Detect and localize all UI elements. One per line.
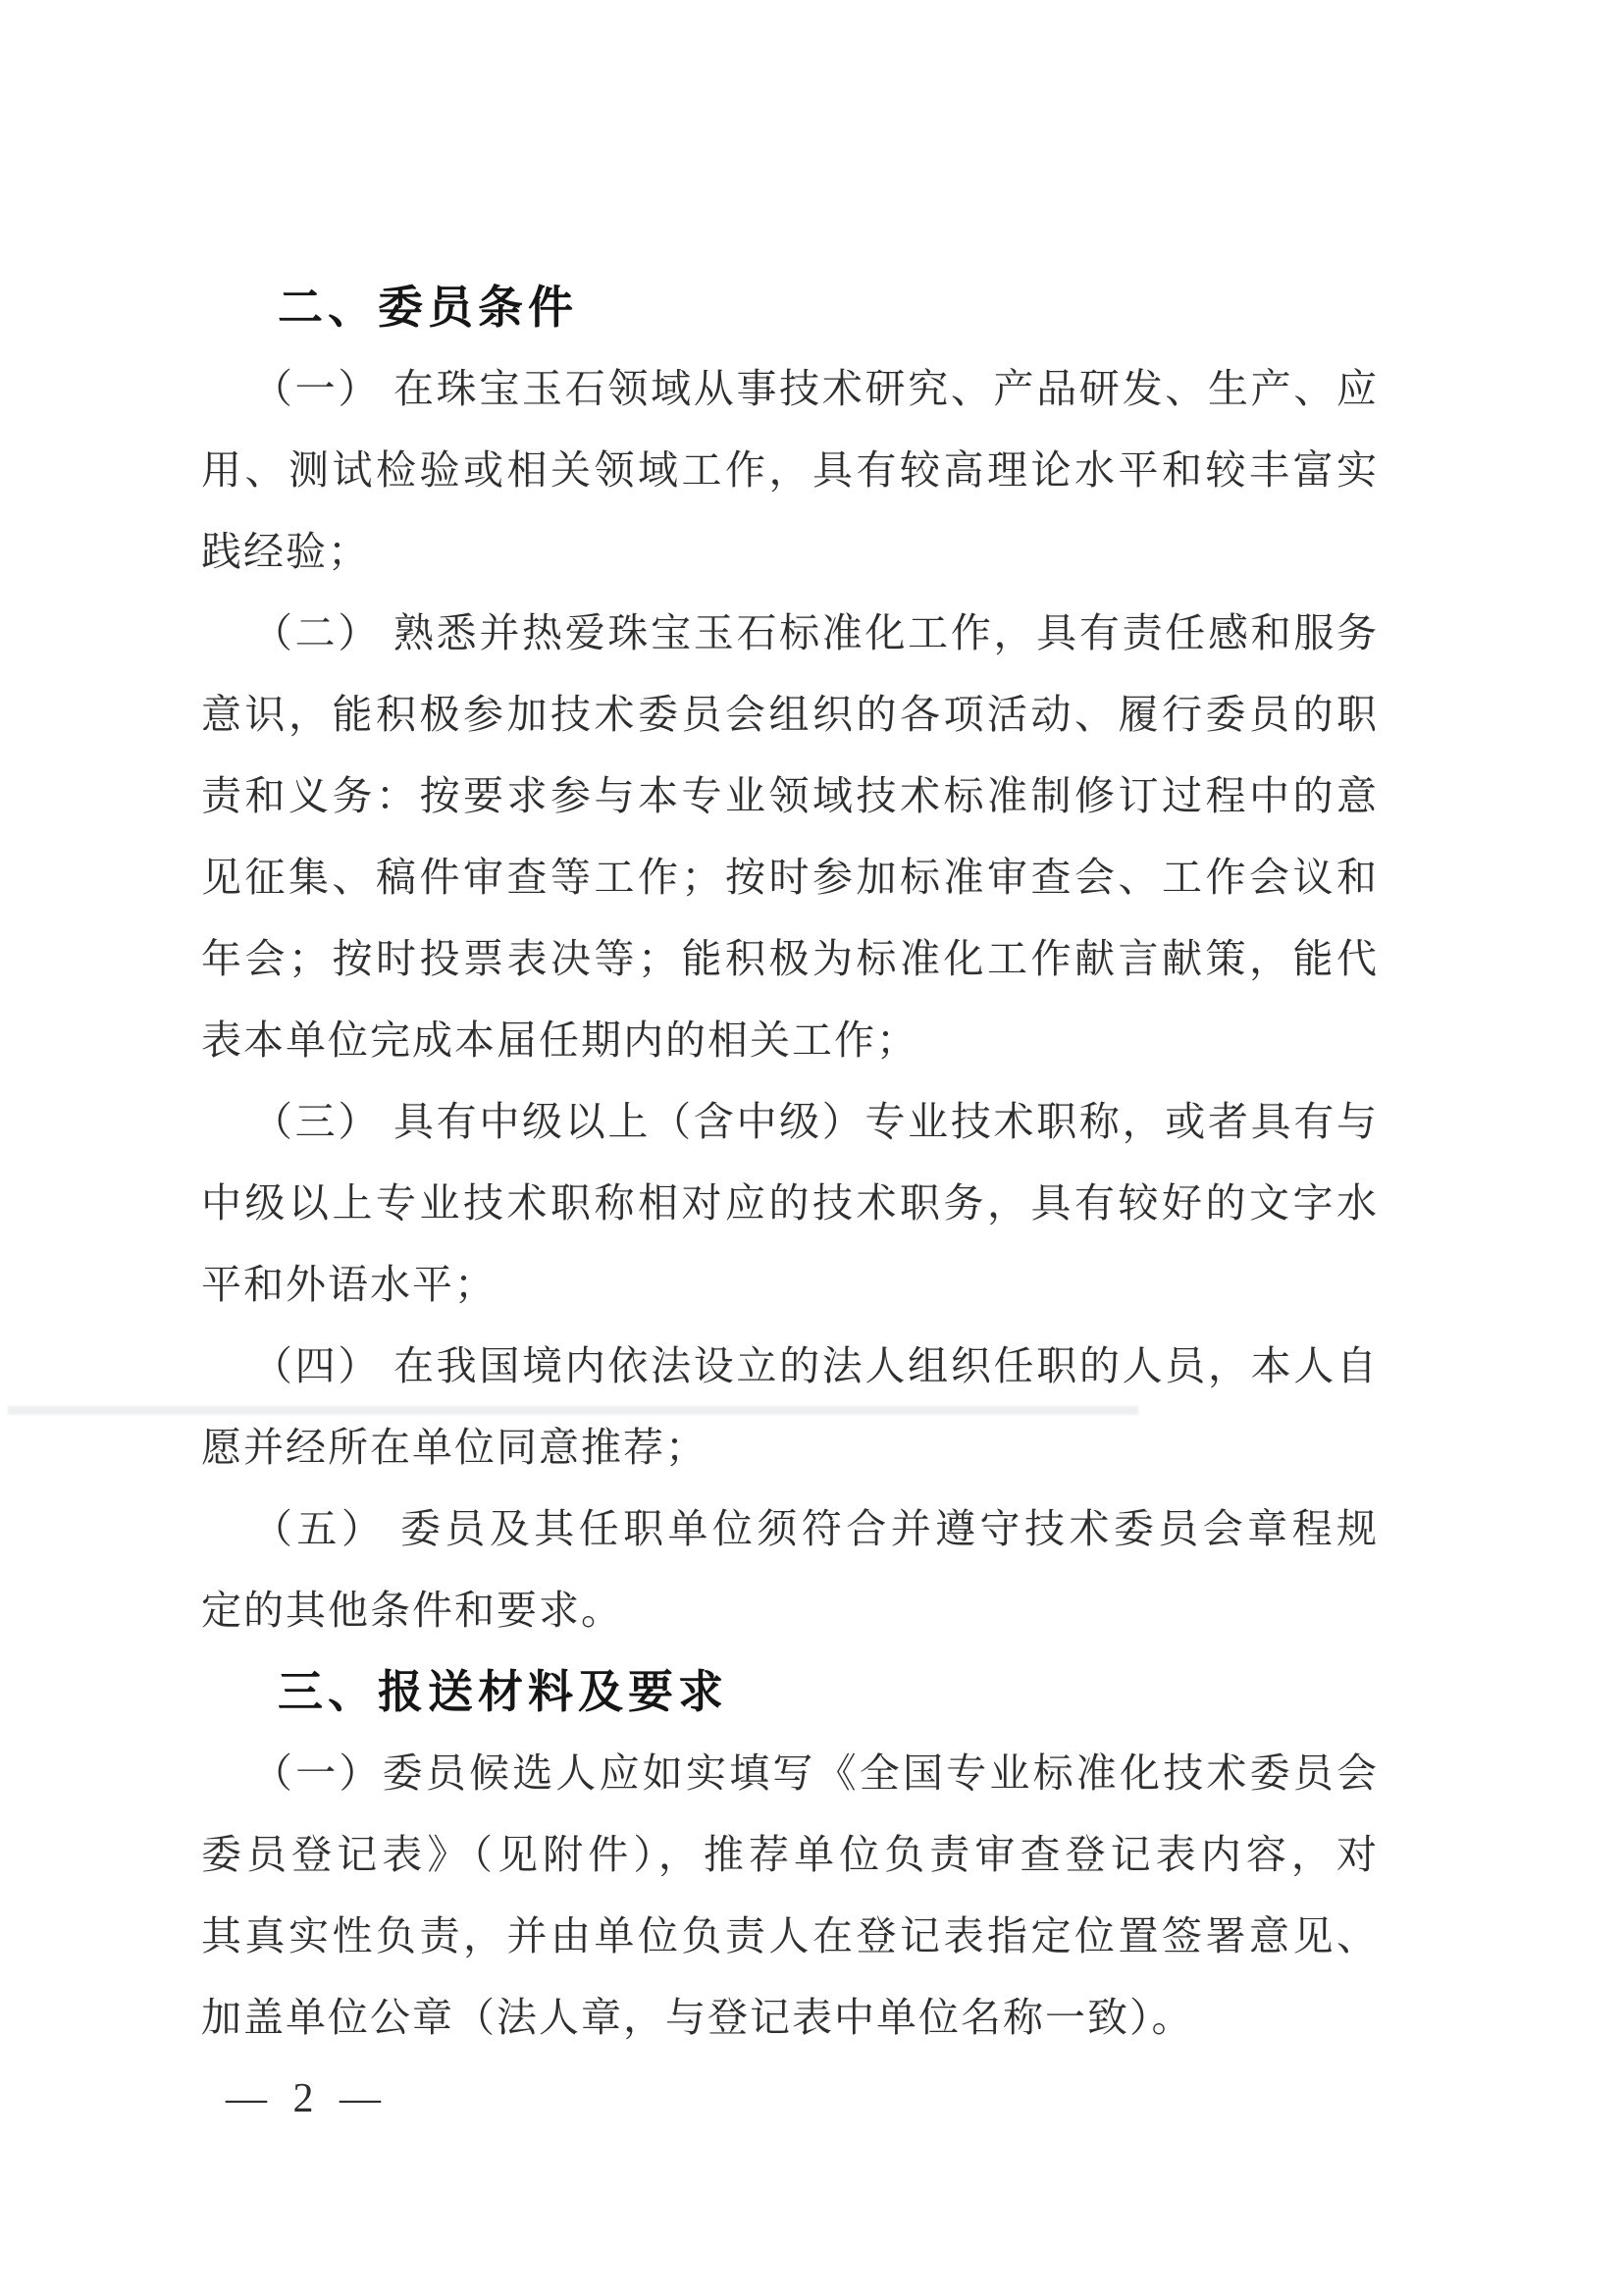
paragraph-condition-1 bbox=[201, 348, 1379, 593]
text-line: 责和义务：按要求参与本专业领域技术标准制修订过程中的意 bbox=[201, 773, 1379, 818]
paragraph-condition-2 bbox=[201, 593, 1379, 1081]
text-line: 用、测试检验或相关领域工作，具有较高理论水平和较丰富实 bbox=[201, 447, 1379, 493]
text-line: （三） 具有中级以上（含中级）专业技术职称，或者具有与 bbox=[252, 1099, 1379, 1144]
section-heading-member-conditions bbox=[201, 267, 1379, 348]
text-line: 平和外语水平； bbox=[201, 1262, 497, 1307]
text-line: （一） 在珠宝玉石领域从事技术研究、产品研发、生产、应 bbox=[252, 366, 1379, 411]
document-body bbox=[201, 267, 1379, 2059]
paragraph-submission-1 bbox=[201, 1733, 1379, 2059]
text-line: 年会；按时投票表决等；能积极为标准化工作献言献策，能代 bbox=[201, 936, 1379, 981]
scan-artifact-line bbox=[8, 1406, 1138, 1415]
heading-text: 三、报送材料及要求 bbox=[278, 1666, 728, 1717]
text-line: 其真实性负责，并由单位负责人在登记表指定位置签署意见、 bbox=[201, 1913, 1379, 1958]
paragraph-condition-5 bbox=[201, 1488, 1379, 1651]
paragraph-condition-3 bbox=[201, 1081, 1379, 1326]
page-number: — 2 — bbox=[226, 2076, 389, 2121]
text-line: 见征集、稿件审查等工作；按时参加标准审查会、工作会议和 bbox=[201, 855, 1379, 900]
text-line: （五） 委员及其任职单位须符合并遵守技术委员会章程规 bbox=[252, 1506, 1379, 1551]
heading-text: 二、委员条件 bbox=[278, 282, 578, 333]
text-line: 委员登记表》（见附件），推荐单位负责审查登记表内容，对 bbox=[201, 1832, 1379, 1877]
text-line: （一）委员候选人应如实填写《全国专业标准化技术委员会 bbox=[252, 1750, 1379, 1796]
text-line: （二） 熟悉并热爱珠宝玉石标准化工作，具有责任感和服务 bbox=[252, 610, 1379, 655]
text-line: 中级以上专业技术职称相对应的技术职务，具有较好的文字水 bbox=[201, 1180, 1379, 1226]
text-line: （四） 在我国境内依法设立的法人组织任职的人员，本人自 bbox=[252, 1343, 1379, 1388]
text-line: 意识，能积极参加技术委员会组织的各项活动、履行委员的职 bbox=[201, 692, 1379, 737]
text-line: 愿并经所在单位同意推荐； bbox=[201, 1425, 707, 1470]
section-heading-submission-materials bbox=[201, 1651, 1379, 1733]
text-line: 加盖单位公章（法人章，与登记表中单位名称一致）。 bbox=[201, 1995, 1194, 2040]
text-line: 践经验； bbox=[201, 529, 370, 574]
text-line: 表本单位完成本届任期内的相关工作； bbox=[201, 1018, 918, 1063]
text-line: 定的其他条件和要求。 bbox=[201, 1588, 623, 1633]
